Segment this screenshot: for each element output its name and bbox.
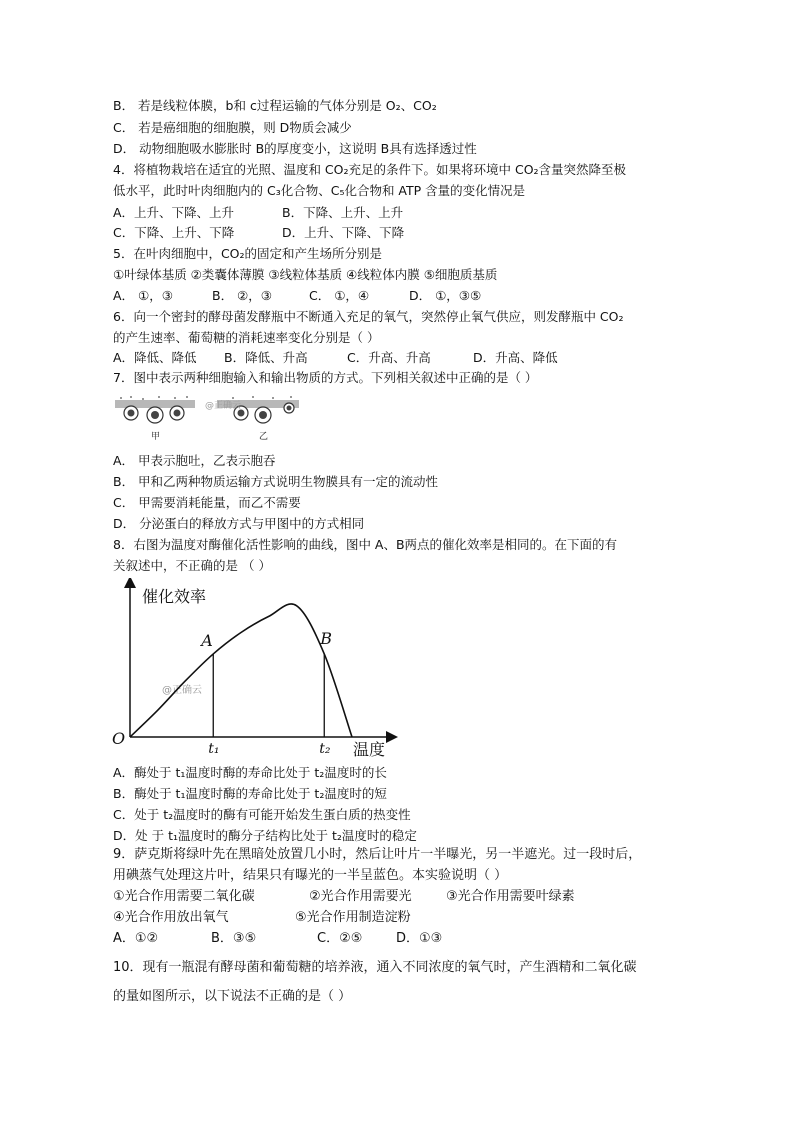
x-axis-label: 温度 [353, 740, 386, 759]
enzyme-activity-curve [130, 604, 352, 737]
q8-option-c: C．处于 t₂温度时的酶有可能开始发生蛋白质的热变性 [113, 807, 411, 822]
q5-option-a: A． ①，③ [113, 288, 173, 303]
q8-enzyme-chart [110, 578, 400, 762]
q4-stem-line2: 低水平，此时叶肉细胞内的 C₃化合物、C₅化合物和 ATP 含量的变化情况是 [113, 183, 526, 198]
q9-stem-line2: 用碘蒸气处理这片叶，结果只有曝光的一半呈蓝色。本实验说明（ ） [113, 868, 508, 883]
q5-option-c: C． ①，④ [309, 288, 370, 303]
q6-stem-line2: 的产生速率、葡萄糖的消耗速率变化分别是（ ） [113, 330, 380, 345]
q9-item-5: ⑤光合作用制造淀粉 [295, 910, 411, 925]
q9-items-row1 [113, 888, 575, 906]
q8-option-b: B．酶处于 t₁温度时酶的寿命比处于 t₂温度时的短 [113, 786, 387, 801]
q10-stem-line2: 的量如图所示，以下说法不正确的是（ ） [113, 989, 352, 1004]
q4-option-b: B．下降、上升、上升 [282, 205, 404, 220]
q9-option-c: C．②⑤ [317, 931, 363, 946]
tick-label-2: t₂ [319, 741, 331, 757]
q5-options [113, 288, 481, 304]
q7-label-jia: 甲 [151, 432, 161, 442]
q4-option-c: C．下降、上升、下降 [113, 225, 235, 240]
q9-item-1: ①光合作用需要二氧化碳 [113, 889, 255, 904]
q6-option-a: A．降低、降低 [113, 350, 197, 365]
point-label-A: A [201, 630, 213, 650]
q9-option-b: B．③⑤ [211, 931, 257, 946]
q4-stem-line1: 4．将植物栽培在适宜的光照、温度和 CO₂充足的条件下。如果将环境中 CO₂含量突然降至极 [113, 162, 627, 177]
q9-option-d: D．①③ [396, 931, 443, 946]
q8-option-d: D．处 于 t₁温度时的酶分子结构比处于 t₂温度时的稳定 [113, 828, 417, 843]
q9-options [113, 930, 442, 948]
q7-label-yi: 乙 [259, 432, 269, 442]
q5-stem: 5．在叶肉细胞中，CO₂的固定和产生场所分别是 [113, 246, 383, 261]
q4-option-a: A．上升、下降、上升 [113, 205, 235, 220]
q5-option-b: B． ②，③ [212, 288, 272, 303]
y-axis-label: 催化效率 [142, 587, 207, 606]
q3-option-d: D． 动物细胞吸水膨胀时 B的厚度变小，这说明 B具有选择透过性 [113, 141, 477, 156]
q8-stem-line1: 8．右图为温度对酶催化活性影响的曲线，图中 A、B两点的催化效率是相同的。在下面的有 [113, 537, 618, 552]
q10-stem-line1: 10．现有一瓶混有酵母菌和葡萄糖的培养液，通入不同浓度的氧气时，产生酒精和二氧化碳 [113, 960, 637, 975]
origin-label: O [112, 729, 126, 748]
q7-stem: 7．图中表示两种细胞输入和输出物质的方式。下列相关叙述中正确的是（ ） [113, 370, 538, 385]
q4-options-row1 [113, 205, 403, 221]
q8-stem-line2: 关叙述中，不正确的是 （ ） [113, 558, 271, 573]
q7-transport-figure [113, 394, 303, 444]
q5-items: ①叶绿体基质 ②类囊体薄膜 ③线粒体基质 ④线粒体内膜 ⑤细胞质基质 [113, 267, 498, 282]
q9-item-4: ④光合作用放出氧气 [113, 910, 229, 925]
q5-option-d: D． ①，③⑤ [409, 288, 482, 303]
q3-option-b: B． 若是线粒体膜，b和 c过程运输的气体分别是 O₂、CO₂ [113, 98, 437, 113]
q7-option-b: B． 甲和乙两种物质运输方式说明生物膜具有一定的流动性 [113, 474, 439, 489]
q8-watermark: @正确云 [162, 685, 202, 696]
q7-option-a: A． 甲表示胞吐，乙表示胞吞 [113, 453, 276, 468]
point-label-B: B [320, 628, 333, 648]
q7-option-c: C． 甲需要消耗能量，而乙不需要 [113, 495, 301, 510]
q9-items-row2 [113, 909, 411, 927]
q3-option-c: C． 若是癌细胞的细胞膜，则 D物质会减少 [113, 120, 352, 135]
q6-option-c: C．升高、升高 [347, 350, 431, 365]
tick-label-1: t₁ [208, 741, 220, 757]
q9-option-a: A．①② [113, 931, 159, 946]
q9-item-3: ③光合作用需要叶绿素 [446, 889, 575, 904]
q6-options [113, 350, 558, 366]
q6-option-b: B．降低、升高 [224, 350, 308, 365]
q9-item-2: ②光合作用需要光 [309, 889, 412, 904]
q9-stem-line1: 9．萨克斯将绿叶先在黑暗处放置几小时，然后让叶片一半曝光，另一半遮光。过一段时后， [113, 847, 642, 862]
q7-watermark: @正确云 [205, 401, 242, 411]
q4-option-d: D．上升、下降、下降 [282, 225, 405, 240]
q8-option-a: A．酶处于 t₁温度时酶的寿命比处于 t₂温度时的长 [113, 765, 387, 780]
q6-stem-line1: 6．向一个密封的酵母菌发酵瓶中不断通入充足的氧气，突然停止氧气供应，则发酵瓶中 CO₂ [113, 309, 624, 324]
q6-option-d: D．升高、降低 [473, 350, 558, 365]
q4-options-row2 [113, 225, 404, 241]
q7-option-d: D． 分泌蛋白的释放方式与甲图中的方式相同 [113, 516, 365, 531]
